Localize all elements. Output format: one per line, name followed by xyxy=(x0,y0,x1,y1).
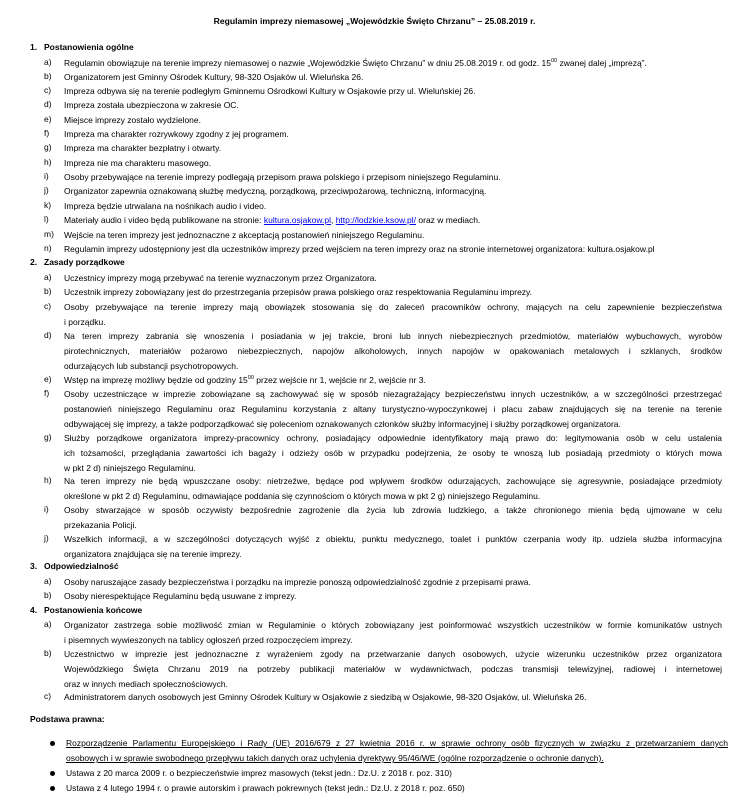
document-page: Regulamin imprezy niemasowej „Wojewódzkie Święto Chrzanu” – 25.08.2019 r. 1. Postanowienia ogólne a) Regulamin obowiązuje na terenie imprezy niemasowej o nazwie „Wojewódzkie Święto Chrzanu” w dniu 25.08.2019 r. od godz. $15^{00}$ zwanej dalej „imprezą”. b) Organizatorem jest Gminny Ośrodek Kultury, 98-320 Osjaków ul. Wieluńska 26. c) Impreza odbywa się na terenie podległym Gminnemu Ośrodkowi Kultury w Osjakowie przy ul. Wieluńskiej 26. d) Impreza została ubezpieczona w zakresie OC. e) Miejsce imprezy zostało wydzielone. f) Impreza ma charakter rozrywkowy zgodny z jej programem. g) Impreza ma charakter bezpłatny i otwarty. h) Impreza nie ma charakteru masowego. i) Osoby przebywające na terenie imprezy podlegają przepisom prawa polskiego i przepisom niniejszego Regulaminu. j) Organizator zapewnia oznakowaną służbę medyczną, porządkową, przeciwpożarową, techniczną, informacyjną. k) Impreza będzie utrwalana na nośnikach audio i video. l) Materiały audio i video będą publikowane na stronie: kultura.osjakow.pl, http://lodzkie.ksow.pl/ oraz w mediach. m) Wejście na teren imprezy jest jednoznaczne z akceptacją postanowień niniejszego Regulaminu. n) Regulamin imprezy udostępniony jest dla uczestników imprezy przed wejściem na teren imprezy oraz na stronie internetowej organizatora: kultura.osjakow.pl 2. Zasady porządkowe a) Uczestnicy imprezy mogą przebywać na terenie wyznaczonym przez Organizatora. b) Uczestnik imprezy zobowiązany jest do przestrzegania przepisów prawa polskiego oraz respektowania Regulaminu imprezy. c) Osoby przebywające na terenie imprezy mają obowiązek stosowania się do zaleceń pracowników ochrony, mających na celu zapewnienie bezpieczeństwa i porządku. d) Na teren imprezy zabrania się wnoszenia i posiadania w jej trakcie, broni lub innych niebezpiecznych przedmiotów, materiałów wybuchowych, wyrobów pirotechnicznych, materiałów pożarowo niebezpiecznych, napojów alkoholowych, innych napojów w opakowaniach metalowych i szklanych, środków odurzających lub substancji psychotropowych. e) Wstęp na imprezę możliwy będzie od godziny $15^{00}$ przez wejście nr 1, wejście nr 2, wejście nr 3. f) Osoby uczestniczące w imprezie zobowiązane są zachowywać się w sposób niezagrażający bezpieczeństwu innych uczestników, a w szczególności przestrzegać postanowień niniejszego Regulaminu oraz Regulaminu korzystania z altany turystyczno-wypoczynkowej i placu zabaw znajdujących się na terenie na terenie odbywającej się imprezy, a także podporządkować się poleceniom oznakowanych członków służby informacyjnej i służby porządkowej organizatora. g) Służby porządkowe organizatora imprezy-pracownicy ochrony, posiadający odpowiednie identyfikatory mają prawo do: legitymowania osób w celu ustalenia ich tożsamości, przeglądania zawartości ich bagaży i odzieży osób w przypadku podejrzenia, że osoby te wnoszą lub posiadają przedmioty o których mowa w pkt 2 d) niniejszego Regulaminu. h) Na teren imprezy nie będą wpuszczane osoby: nietrzeźwe, będące pod wpływem środków odurzających, zachowujące się agresywnie, posiadające przedmioty określone w pkt 2 d) Regulaminu, odmawiające poddania się czynnościom o których mowa w pkt 2 g) niniejszego Regulaminu. i) Osoby stwarzające w sposób oczywisty bezpośrednie zagrożenie dla życia lub zdrowia ludzkiego, a także chronionego mienia będą ujmowane w celu przekazania Policji. j) Wszelkich informacji, a w szczególności dotyczących wyjść z obiektu, punktu medycznego, toalet i punktów czerpania wody itp. udziela służba informacyjna organizatora znajdująca się na terenie imprezy. 3. Odpowiedzialność a) Osoby naruszające zasady bezpieczeństwa i porządku na imprezie ponoszą odpowiedzialność zgodnie z przepisami prawa. b) Osoby nierespektujące Regulaminu będą usuwane z imprezy. 4. Postanowienia końcowe a) Organizator zastrzega sobie możliwość zmian w Regulaminie o których zobowiązany jest poinformować wszystkich uczestników w formie komunikatów ustnych i pisemnych wywieszonych na tablicy ogłoszeń przed rozpoczęciem imprezy. b) Uczestnictwo w imprezie jest jednoznaczne z wyrażeniem zgody na przetwarzanie danych osobowych, użycie wizerunku uczestników przez organizatora Wojewódzkiego Święta Chrzanu 2019 na potrzeby publikacji materiałów w wydawnictwach, podczas transmisji telewizyjnej, radiowej i internetowej oraz w innych mediach społecznościowych. c) Administratorem danych osobowych jest Gminny Ośrodek Kultury w Osjakowie z siedzibą w Osjakowie, 98-320 Osjaków, ul. Wieluńska 26. Podstawa prawna: Rozporządzenie Parlamentu Europejskiego i Rady (UE) 2016/679 z 27 kwietnia 2016 r. w sprawie ochrony osób fizycznych w związku z przetwarzaniem danych osobowych i w sprawie swobodnego przepływu takich danych oraz uchylenia dyrektywy 95/46/WE (ogólne rozporządzenie o ochronie danych). Ustawa z 20 marca 2009 r. o bezpieczeństwie imprez masowych (tekst jedn.: Dz.U. z 2018 r. poz. 310) Ustawa z 4 lutego 1994 r. o prawie autorskim i prawach pokrewnych (tekst jedn.: Dz.U. z 2018 r. poz. 650) xyxy=(0,0,749,801)
legal-basis-heading: Podstawa prawna: xyxy=(30,714,105,724)
bullet-icon xyxy=(50,741,56,747)
document-title: Regulamin imprezy niemasowej „Wojewódzkie Święto Chrzanu” – 25.08.2019 r. xyxy=(213,16,536,26)
bullet-icon xyxy=(50,786,56,792)
section-heading: 3. Odpowiedzialność xyxy=(30,561,119,571)
bullet-icon xyxy=(50,771,56,777)
link-lodzkie-ksow[interactable]: http://lodzkie.ksow.pl/ xyxy=(335,215,417,225)
legal-basis-item: Ustawa z 20 marca 2009 r. o bezpieczeństwie imprez masowych (tekst jedn.: Dz.U. z 2018 r. poz. 310) xyxy=(66,768,452,778)
section-heading: 4. Postanowienia końcowe xyxy=(30,605,143,615)
link-kultura-osjakow[interactable]: kultura.osjakow.pl xyxy=(263,215,331,225)
legal-basis-item: Ustawa z 4 lutego 1994 r. o prawie autorskim i prawach pokrewnych (tekst jedn.: Dz.U. z 2018 r. poz. 650) xyxy=(66,783,465,793)
section-heading: 1. Postanowienia ogólne xyxy=(30,42,134,52)
legal-basis-item: Rozporządzenie Parlamentu Europejskiego i Rady (UE) 2016/679 z 27 kwietnia 2016 r. w sprawie ochrony osób fizycznych w związku z przetwarzaniem danych osobowych i w sprawie swobodnego przepływu takich danych oraz uchylenia dyrektywy 95/46/WE (ogólne rozporządzenie o ochronie danych). xyxy=(66,738,728,764)
section-heading: 2. Zasady porządkowe xyxy=(30,257,125,267)
